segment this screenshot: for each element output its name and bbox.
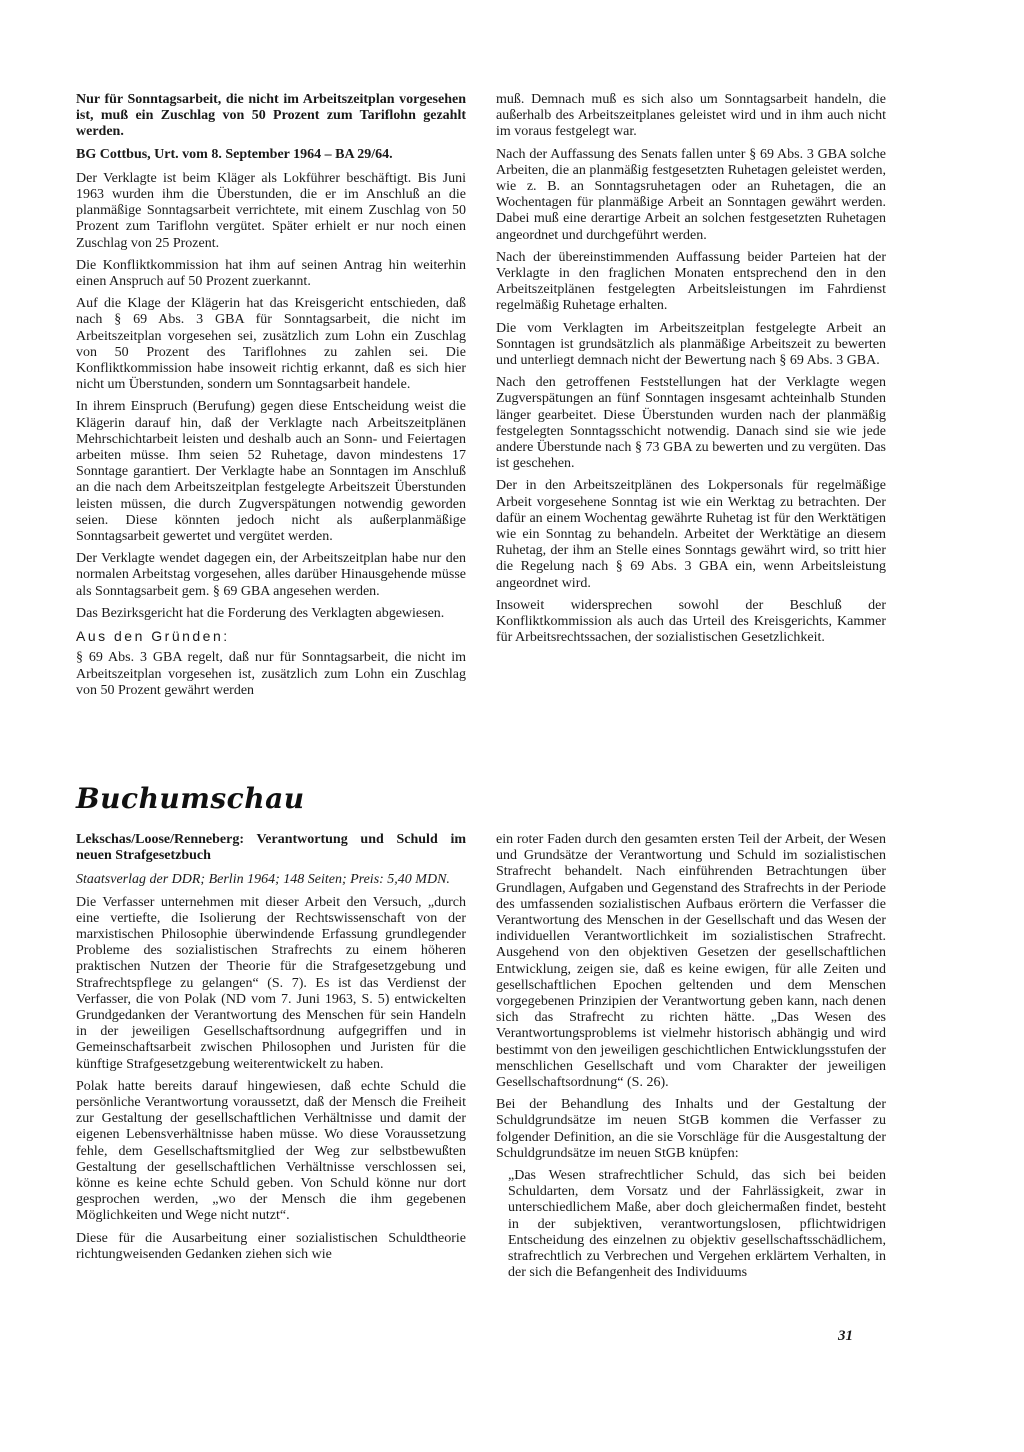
reasons-paragraph: § 69 Abs. 3 GBA regelt, daß nur für Sonntagsarbeit, die nicht im Arbeitszeitplan vorgesehen ist, zusätzlich zum Lohn ein Zuschlag von 50 Prozent gewährt werden <box>76 650 466 698</box>
paragraph: ein roter Faden durch den gesamten ersten Teil der Arbeit, der Wesen und Grundsätze der Verantwortung und Schuld im sozialistischen Strafrecht behandelt. Nach einführenden Betrachtungen über Grundlagen, Aufgaben und Gegenstand des Strafrechts in der Periode des umfassenden sozialistischen Aufbaus erörtern die Verfasser die Verantwortung des Menschen in der Gesellschaft und das Wesen der individuellen Verantwortlichkeit im sozialistischen Strafrecht. Ausgehend von den objektiven Gesetzen der gesellschaftlichen Entwicklung, zeigen sie, daß es keine ewigen, für alle Zeiten und gesellschaftlichen Epochen geltenden und dem Menschen vorgegebenen Prinzipien der Verantwortung geben kann, nach denen sich das Strafrecht zu richten hätte. „Das Wesen des Verantwortungsproblems ist vielmehr historisch abhängig und wird bestimmt von den jeweiligen geschichtlichen Entwicklungsstufen der menschlichen Gesellschaft und vom Charakter der jeweiligen Gesellschaftsordnung“ (S. 26). <box>496 832 886 1091</box>
paragraph: Der Verklagte wendet dagegen ein, der Arbeitszeitplan habe nur den normalen Arbeitstag vorgesehen, alles darüber Hinausgehende müsse als Sonntagsarbeit gem. § 69 GBA angesehen werden. <box>76 551 466 599</box>
citation: BG Cottbus, Urt. vom 8. September 1964 – BA 29/64. <box>76 146 393 162</box>
paragraph: Polak hatte bereits darauf hingewiesen, daß echte Schuld die persönliche Verantwortung voraussetzt, daß der Mensch die Freiheit zur Gestaltung der gesellschaftlichen Verhältnisse und damit der eigenen Lebensverhältnisse haben müsse. Wo diese Voraussetzung fehle, dem Gesellschaftsmitglied der Weg zur selbstbewußten Gestaltung der gesellschaftlichen Verhältnisse verschlossen sei, könne es keine echte Schuld geben. Von Schuld könne nur dort gesprochen werden, „wo der Mensch die ihm gegebenen Möglichkeiten und Wege nicht nutzt“. <box>76 1078 466 1224</box>
reasons-heading: Aus den Gründen: <box>76 628 230 645</box>
headnote: Nur für Sonntagsarbeit, die nicht im Arbeitszeitplan vorgesehen ist, muß ein Zuschlag von 50 Prozent zum Tariflohn gezahlt werden. <box>76 92 466 140</box>
upper-right-column <box>496 92 886 653</box>
paragraph: Die Konfliktkommission hat ihm auf seinen Antrag hin weiterhin einen Anspruch auf 50 Prozent zuerkannt. <box>76 257 466 290</box>
paragraph: muß. Demnach muß es sich also um Sonntagsarbeit handeln, die außerhalb des Arbeitszeitplanes geleistet wird und in ihm auch nicht im voraus festgelegt war. <box>496 92 886 140</box>
review-right-column <box>496 832 886 1287</box>
paragraph: Auf die Klage der Klägerin hat das Kreisgericht entschieden, daß nach § 69 Abs. 3 GBA für Sonntagsarbeit, die nicht im Arbeitszeitplan vorgesehen sei, zusätzlich zum Lohn ein Zuschlag von 50 Prozent des Tariflohnes zu zahlen sei. Die Konfliktkommission habe insoweit richtig erkannt, daß es sich hier nicht um Überstunden, sondern um Sonntagsarbeit handele. <box>76 296 466 393</box>
paragraph: Nach der übereinstimmenden Auffassung beider Parteien hat der Verklagte in den fraglichen Monaten entsprechend den in den Arbeitszeitplänen festgelegten Arbeitsleistungen im Fahrdienst regelmäßig Ruhetage erhalten. <box>496 249 886 314</box>
paragraph: Diese für die Ausarbeitung einer sozialistischen Schuldtheorie richtungweisenden Gedanken ziehen sich wie <box>76 1230 466 1262</box>
paragraph: Nach der Auffassung des Senats fallen unter § 69 Abs. 3 GBA solche Arbeiten, die an planmäßig festgesetzten Ruhetagen geleistet werden, wie z. B. an Sonntagsruhetagen oder an Ruhetagen, die an Wochentagen für planmäßige Arbeit an Sonntagen gewährt werden. Dabei muß eine derartige Arbeit an solchen festgesetzten Ruhetagen angeordnet und durchgeführt werden. <box>496 146 886 243</box>
paragraph: Die Verfasser unternehmen mit dieser Arbeit den Versuch, „durch eine vertiefte, die Isolierung der Rechtswissenschaft von der marxistischen Philosophie überwindende Erfassung grundlegender Probleme des sozialistischen Strafrechts zu einem höheren praktischen Nutzen der Theorie für die Strafgesetzgebung und Strafrechtspflege zu gelangen“ (S. 7). Es ist das Verdienst der Verfasser, die von Polak (ND vom 7. Juni 1963, S. 5) entwickelten Grundgedanken der Verantwortung des Menschen für sein Handeln in der jeweiligen Gesellschaftsordnung aufgegriffen und in Gemeinschaftsarbeit zwischen Philosophen und Juristen für die künftige Strafgesetzgebung weiterentwickelt zu haben. <box>76 894 466 1072</box>
paragraph: Die vom Verklagten im Arbeitszeitplan festgelegte Arbeit an Sonntagen ist grundsätzlich als planmäßige Arbeitszeit zu bewerten und unterliegt demnach nicht der Bewertung nach § 69 Abs. 3 GBA. <box>496 320 886 369</box>
paragraph: In ihrem Einspruch (Berufung) gegen diese Entscheidung weist die Klägerin darauf hin, daß der Verklagte nach Arbeitszeitplänen Mehrschichtarbeit leisten und deshalb auch an Sonn- und Feiertagen arbeiten müsse. Ihm seien 52 Ruhetage, davon mindestens 17 Sonntage garantiert. Der Verklagte habe an Sonntagen im Anschluß an die nach dem Arbeitszeitplan festgelegte Arbeitszeit Überstunden leisten müssen, die durch Zugverspätungen notwendig geworden seien. Diese könnten jedoch nicht als außerplanmäßige Sonntagsarbeit gewertet und vergütet werden. <box>76 399 466 545</box>
paragraph: Nach den getroffenen Feststellungen hat der Verklagte wegen Zugverspätungen an fünf Sonntagen insgesamt achteinhalb Stunden länger gearbeitet. Diese Überstunden wurden nach der planmäßig festgelegten Sonntagsschicht notwendig. Danach sind sie wie jede andere Überstunde nach § 73 GBA zu bewerten und zu vergüten. Das ist geschehen. <box>496 375 886 472</box>
page-number: 31 <box>838 1328 853 1344</box>
paragraph: Insoweit widersprechen sowohl der Beschluß der Konfliktkommission als auch das Urteil des Kreisgerichts, Kammer für Arbeitsrechtssachen, der sozialistischen Gesetzlichkeit. <box>496 597 886 646</box>
section-title: Buchumschau <box>76 782 305 815</box>
publisher-info: Staatsverlag der DDR; Berlin 1964; 148 Seiten; Preis: 5,40 MDN. <box>76 872 450 888</box>
book-title: Lekschas/Loose/Renneberg: Verantwortung und Schuld im neuen Strafgesetzbuch <box>76 832 466 864</box>
paragraph: Der in den Arbeitszeitplänen des Lokpersonals für regelmäßige Arbeit vorgesehene Sonntag ist wie ein Werktag zu betrachten. Der dafür an einem Wochentag gewährte Ruhetag ist für den Werktätigen wie ein Sonntag zu behandeln. Arbeitet der Werktätige an diesem Ruhetag, der ihm an Stelle eines Sonntags gewährt wird, so tritt hier die Regelung nach § 69 Abs. 3 GBA ein, wenn Arbeitsleistung angeordnet wird. <box>496 478 886 591</box>
review-left-column <box>76 832 466 1269</box>
quote: „Das Wesen strafrechtlicher Schuld, das sich bei beiden Schuldarten, dem Vorsatz und der Fahrlässigkeit, zwar in unterschiedlichem Maße, aber doch gleichermaßen findet, besteht in der subjektiven, verantwortungslosen, pflichtwidrigen Entscheidung des einzelnen zu objektiv gesellschaftsschädlichem, strafrechtlich zu Verbrechen und Vergehen erklärtem Verhalten, in der sich die Befangenheit des Individuums <box>508 1168 886 1281</box>
paragraph: Der Verklagte ist beim Kläger als Lokführer beschäftigt. Bis Juni 1963 wurden ihm die Überstunden, die er im Anschluß an die planmäßige Sonntagsarbeit verrichtete, mit einem Zuschlag von 50 Prozent zum Tariflohn vergütet. Später erhielt er nur noch einen Zuschlag von 25 Prozent. <box>76 170 466 251</box>
paragraph: Bei der Behandlung des Inhalts und der Gestaltung der Schuldgrundsätze im neuen StGB kommen die Verfasser zu folgender Definition, an die sie Vorschläge für die Ausgestaltung der Schuldgrundsätze im neuen StGB knüpfen: <box>496 1097 886 1161</box>
paragraph: Das Bezirksgericht hat die Forderung des Verklagten abgewiesen. <box>76 605 445 621</box>
upper-left-column <box>76 92 466 705</box>
